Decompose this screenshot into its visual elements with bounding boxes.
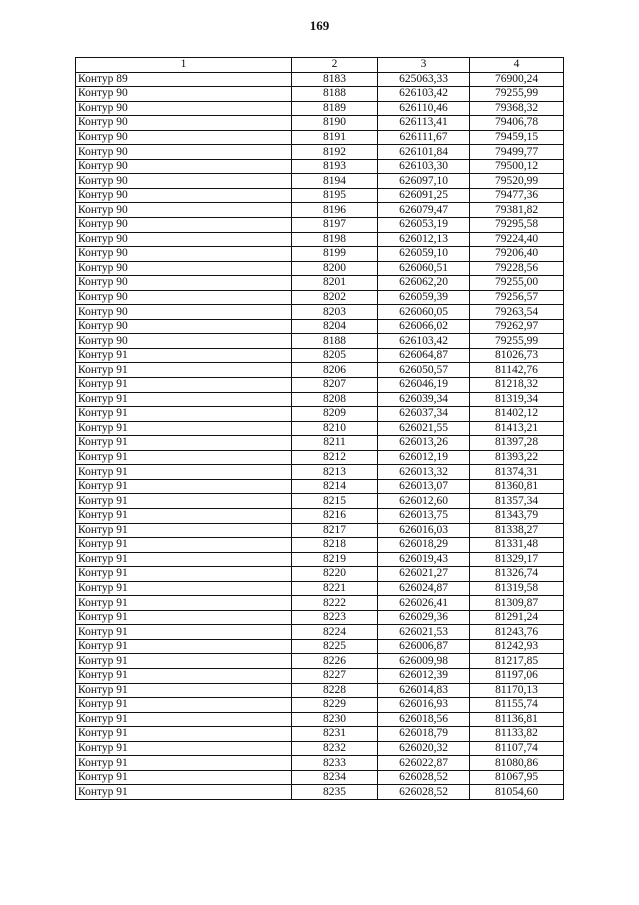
contour-cell: Контур 91 (76, 538, 292, 553)
table-row (76, 203, 564, 218)
contour-cell: Контур 90 (76, 305, 292, 320)
y-coordinate-cell: 81218,32 (470, 378, 564, 393)
point-number-cell: 8209 (292, 407, 378, 422)
point-number-cell: 8201 (292, 276, 378, 291)
y-coordinate-cell: 81054,60 (470, 785, 564, 800)
table-row (76, 436, 564, 451)
contour-cell: Контур 91 (76, 581, 292, 596)
contour-cell: Контур 90 (76, 276, 292, 291)
x-coordinate-cell: 626113,41 (378, 116, 470, 131)
table-row (76, 72, 564, 87)
point-number-cell: 8217 (292, 523, 378, 538)
x-coordinate-cell: 626013,32 (378, 465, 470, 480)
point-number-cell: 8231 (292, 727, 378, 742)
y-coordinate-cell: 79499,77 (470, 145, 564, 160)
x-coordinate-cell: 626012,39 (378, 668, 470, 683)
y-coordinate-cell: 79477,36 (470, 188, 564, 203)
point-number-cell: 8220 (292, 567, 378, 582)
contour-cell: Контур 91 (76, 683, 292, 698)
table-row (76, 596, 564, 611)
x-coordinate-cell: 626028,52 (378, 785, 470, 800)
contour-cell: Контур 91 (76, 654, 292, 669)
contour-cell: Контур 90 (76, 261, 292, 276)
x-coordinate-cell: 626018,56 (378, 712, 470, 727)
x-coordinate-cell: 626037,34 (378, 407, 470, 422)
y-coordinate-cell: 79255,00 (470, 276, 564, 291)
y-coordinate-cell: 81331,48 (470, 538, 564, 553)
table-row (76, 261, 564, 276)
table-row (76, 741, 564, 756)
y-coordinate-cell: 79228,56 (470, 261, 564, 276)
contour-cell: Контур 91 (76, 508, 292, 523)
x-coordinate-cell: 626050,57 (378, 363, 470, 378)
y-coordinate-cell: 81402,12 (470, 407, 564, 422)
point-number-cell: 8222 (292, 596, 378, 611)
contour-cell: Контур 90 (76, 232, 292, 247)
table-row (76, 130, 564, 145)
table-row (76, 668, 564, 683)
table-row (76, 87, 564, 102)
table-row (76, 654, 564, 669)
contour-cell: Контур 90 (76, 87, 292, 102)
x-coordinate-cell: 626021,55 (378, 421, 470, 436)
contour-cell: Контур 91 (76, 450, 292, 465)
header-y-coordinate: 4 (470, 58, 564, 73)
header-point-number: 2 (292, 58, 378, 73)
y-coordinate-cell: 81374,31 (470, 465, 564, 480)
contour-cell: Контур 91 (76, 363, 292, 378)
table-row (76, 188, 564, 203)
y-coordinate-cell: 81170,13 (470, 683, 564, 698)
y-coordinate-cell: 81357,34 (470, 494, 564, 509)
contour-cell: Контур 90 (76, 290, 292, 305)
point-number-cell: 8232 (292, 741, 378, 756)
contour-cell: Контур 91 (76, 712, 292, 727)
point-number-cell: 8221 (292, 581, 378, 596)
contour-cell: Контур 90 (76, 116, 292, 131)
point-number-cell: 8216 (292, 508, 378, 523)
contour-cell: Контур 90 (76, 145, 292, 160)
y-coordinate-cell: 81136,81 (470, 712, 564, 727)
y-coordinate-cell: 81360,81 (470, 479, 564, 494)
x-coordinate-cell: 626103,42 (378, 87, 470, 102)
point-number-cell: 8206 (292, 363, 378, 378)
y-coordinate-cell: 79224,40 (470, 232, 564, 247)
point-number-cell: 8202 (292, 290, 378, 305)
y-coordinate-cell: 79256,57 (470, 290, 564, 305)
table-row (76, 363, 564, 378)
point-number-cell: 8198 (292, 232, 378, 247)
y-coordinate-cell: 81133,82 (470, 727, 564, 742)
point-number-cell: 8192 (292, 145, 378, 160)
x-coordinate-cell: 626016,93 (378, 698, 470, 713)
y-coordinate-cell: 81343,79 (470, 508, 564, 523)
y-coordinate-cell: 81326,74 (470, 567, 564, 582)
y-coordinate-cell: 79406,78 (470, 116, 564, 131)
point-number-cell: 8188 (292, 334, 378, 349)
x-coordinate-cell: 626060,05 (378, 305, 470, 320)
point-number-cell: 8224 (292, 625, 378, 640)
point-number-cell: 8212 (292, 450, 378, 465)
table-header (76, 58, 564, 73)
table-row (76, 538, 564, 553)
point-number-cell: 8195 (292, 188, 378, 203)
x-coordinate-cell: 626016,03 (378, 523, 470, 538)
table-row (76, 465, 564, 480)
table-row (76, 276, 564, 291)
table-row (76, 567, 564, 582)
table-row (76, 712, 564, 727)
x-coordinate-cell: 626111,67 (378, 130, 470, 145)
table-row (76, 450, 564, 465)
table-row (76, 581, 564, 596)
table-row (76, 116, 564, 131)
table-row (76, 348, 564, 363)
table-row (76, 698, 564, 713)
contour-cell: Контур 91 (76, 668, 292, 683)
point-number-cell: 8227 (292, 668, 378, 683)
point-number-cell: 8229 (292, 698, 378, 713)
x-coordinate-cell: 626021,27 (378, 567, 470, 582)
contour-cell: Контур 91 (76, 348, 292, 363)
x-coordinate-cell: 626019,43 (378, 552, 470, 567)
table-row (76, 479, 564, 494)
table-row (76, 508, 564, 523)
y-coordinate-cell: 81067,95 (470, 770, 564, 785)
contour-cell: Контур 90 (76, 203, 292, 218)
x-coordinate-cell: 626101,84 (378, 145, 470, 160)
point-number-cell: 8225 (292, 639, 378, 654)
x-coordinate-cell: 626018,79 (378, 727, 470, 742)
y-coordinate-cell: 79295,58 (470, 218, 564, 233)
contour-cell: Контур 90 (76, 130, 292, 145)
x-coordinate-cell: 626064,87 (378, 348, 470, 363)
y-coordinate-cell: 81080,86 (470, 756, 564, 771)
y-coordinate-cell: 81309,87 (470, 596, 564, 611)
y-coordinate-cell: 76900,24 (470, 72, 564, 87)
y-coordinate-cell: 81217,85 (470, 654, 564, 669)
contour-cell: Контур 91 (76, 727, 292, 742)
x-coordinate-cell: 626012,60 (378, 494, 470, 509)
table-row (76, 552, 564, 567)
table-row (76, 378, 564, 393)
point-number-cell: 8230 (292, 712, 378, 727)
coordinates-table (75, 57, 564, 800)
contour-cell: Контур 91 (76, 392, 292, 407)
table-row (76, 101, 564, 116)
table-row (76, 625, 564, 640)
table-row (76, 727, 564, 742)
point-number-cell: 8207 (292, 378, 378, 393)
x-coordinate-cell: 626026,41 (378, 596, 470, 611)
point-number-cell: 8191 (292, 130, 378, 145)
y-coordinate-cell: 79263,54 (470, 305, 564, 320)
point-number-cell: 8226 (292, 654, 378, 669)
table-row (76, 392, 564, 407)
x-coordinate-cell: 626066,02 (378, 319, 470, 334)
point-number-cell: 8208 (292, 392, 378, 407)
x-coordinate-cell: 626053,19 (378, 218, 470, 233)
x-coordinate-cell: 626097,10 (378, 174, 470, 189)
table-row (76, 407, 564, 422)
point-number-cell: 8233 (292, 756, 378, 771)
y-coordinate-cell: 81243,76 (470, 625, 564, 640)
contour-cell: Контур 91 (76, 523, 292, 538)
table-row (76, 421, 564, 436)
x-coordinate-cell: 626059,39 (378, 290, 470, 305)
x-coordinate-cell: 626103,30 (378, 159, 470, 174)
contour-cell: Контур 90 (76, 188, 292, 203)
table-row (76, 334, 564, 349)
point-number-cell: 8228 (292, 683, 378, 698)
y-coordinate-cell: 79255,99 (470, 334, 564, 349)
y-coordinate-cell: 81242,93 (470, 639, 564, 654)
y-coordinate-cell: 81155,74 (470, 698, 564, 713)
table-row (76, 232, 564, 247)
point-number-cell: 8234 (292, 770, 378, 785)
x-coordinate-cell: 626021,53 (378, 625, 470, 640)
contour-cell: Контур 89 (76, 72, 292, 87)
contour-cell: Контур 91 (76, 639, 292, 654)
contour-cell: Контур 91 (76, 770, 292, 785)
contour-cell: Контур 91 (76, 785, 292, 800)
contour-cell: Контур 91 (76, 610, 292, 625)
header-x-coordinate: 3 (378, 58, 470, 73)
contour-cell: Контур 91 (76, 596, 292, 611)
contour-cell: Контур 90 (76, 218, 292, 233)
contour-cell: Контур 91 (76, 436, 292, 451)
x-coordinate-cell: 626009,98 (378, 654, 470, 669)
point-number-cell: 8215 (292, 494, 378, 509)
point-number-cell: 8200 (292, 261, 378, 276)
x-coordinate-cell: 626046,19 (378, 378, 470, 393)
x-coordinate-cell: 626006,87 (378, 639, 470, 654)
table-row (76, 319, 564, 334)
header-row (76, 58, 564, 73)
x-coordinate-cell: 625063,33 (378, 72, 470, 87)
y-coordinate-cell: 79381,82 (470, 203, 564, 218)
table-row (76, 159, 564, 174)
table-row (76, 247, 564, 262)
contour-cell: Контур 91 (76, 741, 292, 756)
point-number-cell: 8204 (292, 319, 378, 334)
header-contour: 1 (76, 58, 292, 73)
contour-cell: Контур 91 (76, 479, 292, 494)
table-row (76, 174, 564, 189)
page-number: 169 (309, 18, 330, 33)
point-number-cell: 8188 (292, 87, 378, 102)
x-coordinate-cell: 626024,87 (378, 581, 470, 596)
x-coordinate-cell: 626091,25 (378, 188, 470, 203)
point-number-cell: 8199 (292, 247, 378, 262)
point-number-cell: 8197 (292, 218, 378, 233)
y-coordinate-cell: 79520,99 (470, 174, 564, 189)
x-coordinate-cell: 626029,36 (378, 610, 470, 625)
point-number-cell: 8214 (292, 479, 378, 494)
point-number-cell: 8211 (292, 436, 378, 451)
table-row (76, 785, 564, 800)
contour-cell: Контур 90 (76, 101, 292, 116)
point-number-cell: 8223 (292, 610, 378, 625)
contour-cell: Контур 90 (76, 247, 292, 262)
contour-cell: Контур 90 (76, 334, 292, 349)
x-coordinate-cell: 626013,75 (378, 508, 470, 523)
y-coordinate-cell: 81197,06 (470, 668, 564, 683)
point-number-cell: 8196 (292, 203, 378, 218)
contour-cell: Контур 91 (76, 421, 292, 436)
x-coordinate-cell: 626060,51 (378, 261, 470, 276)
y-coordinate-cell: 79255,99 (470, 87, 564, 102)
contour-cell: Контур 90 (76, 319, 292, 334)
y-coordinate-cell: 81142,76 (470, 363, 564, 378)
y-coordinate-cell: 81393,22 (470, 450, 564, 465)
table-row (76, 639, 564, 654)
contour-cell: Контур 91 (76, 625, 292, 640)
point-number-cell: 8219 (292, 552, 378, 567)
y-coordinate-cell: 79500,12 (470, 159, 564, 174)
point-number-cell: 8210 (292, 421, 378, 436)
point-number-cell: 8189 (292, 101, 378, 116)
contour-cell: Контур 91 (76, 378, 292, 393)
point-number-cell: 8183 (292, 72, 378, 87)
contour-cell: Контур 91 (76, 407, 292, 422)
contour-cell: Контур 91 (76, 465, 292, 480)
contour-cell: Контур 91 (76, 698, 292, 713)
x-coordinate-cell: 626110,46 (378, 101, 470, 116)
point-number-cell: 8213 (292, 465, 378, 480)
x-coordinate-cell: 626012,13 (378, 232, 470, 247)
x-coordinate-cell: 626012,19 (378, 450, 470, 465)
point-number-cell: 8193 (292, 159, 378, 174)
y-coordinate-cell: 79368,32 (470, 101, 564, 116)
x-coordinate-cell: 626022,87 (378, 756, 470, 771)
y-coordinate-cell: 81026,73 (470, 348, 564, 363)
y-coordinate-cell: 81291,24 (470, 610, 564, 625)
contour-cell: Контур 91 (76, 567, 292, 582)
y-coordinate-cell: 81413,21 (470, 421, 564, 436)
x-coordinate-cell: 626103,42 (378, 334, 470, 349)
y-coordinate-cell: 81338,27 (470, 523, 564, 538)
point-number-cell: 8235 (292, 785, 378, 800)
table-row (76, 145, 564, 160)
contour-cell: Контур 90 (76, 174, 292, 189)
table-row (76, 290, 564, 305)
point-number-cell: 8203 (292, 305, 378, 320)
table-row (76, 523, 564, 538)
x-coordinate-cell: 626028,52 (378, 770, 470, 785)
table-row (76, 218, 564, 233)
point-number-cell: 8205 (292, 348, 378, 363)
x-coordinate-cell: 626013,07 (378, 479, 470, 494)
point-number-cell: 8218 (292, 538, 378, 553)
contour-cell: Контур 90 (76, 159, 292, 174)
x-coordinate-cell: 626059,10 (378, 247, 470, 262)
x-coordinate-cell: 626013,26 (378, 436, 470, 451)
y-coordinate-cell: 81107,74 (470, 741, 564, 756)
point-number-cell: 8190 (292, 116, 378, 131)
contour-cell: Контур 91 (76, 756, 292, 771)
table-row (76, 683, 564, 698)
x-coordinate-cell: 626020,32 (378, 741, 470, 756)
y-coordinate-cell: 81319,34 (470, 392, 564, 407)
y-coordinate-cell: 81319,58 (470, 581, 564, 596)
contour-cell: Контур 91 (76, 552, 292, 567)
table-row (76, 756, 564, 771)
x-coordinate-cell: 626062,20 (378, 276, 470, 291)
point-number-cell: 8194 (292, 174, 378, 189)
y-coordinate-cell: 79262,97 (470, 319, 564, 334)
y-coordinate-cell: 81397,28 (470, 436, 564, 451)
y-coordinate-cell: 81329,17 (470, 552, 564, 567)
table-row (76, 305, 564, 320)
x-coordinate-cell: 626014,83 (378, 683, 470, 698)
x-coordinate-cell: 626018,29 (378, 538, 470, 553)
table-row (76, 494, 564, 509)
table-row (76, 610, 564, 625)
y-coordinate-cell: 79206,40 (470, 247, 564, 262)
contour-cell: Контур 91 (76, 494, 292, 509)
table-row (76, 770, 564, 785)
x-coordinate-cell: 626039,34 (378, 392, 470, 407)
table-body (76, 72, 564, 799)
y-coordinate-cell: 79459,15 (470, 130, 564, 145)
x-coordinate-cell: 626079,47 (378, 203, 470, 218)
